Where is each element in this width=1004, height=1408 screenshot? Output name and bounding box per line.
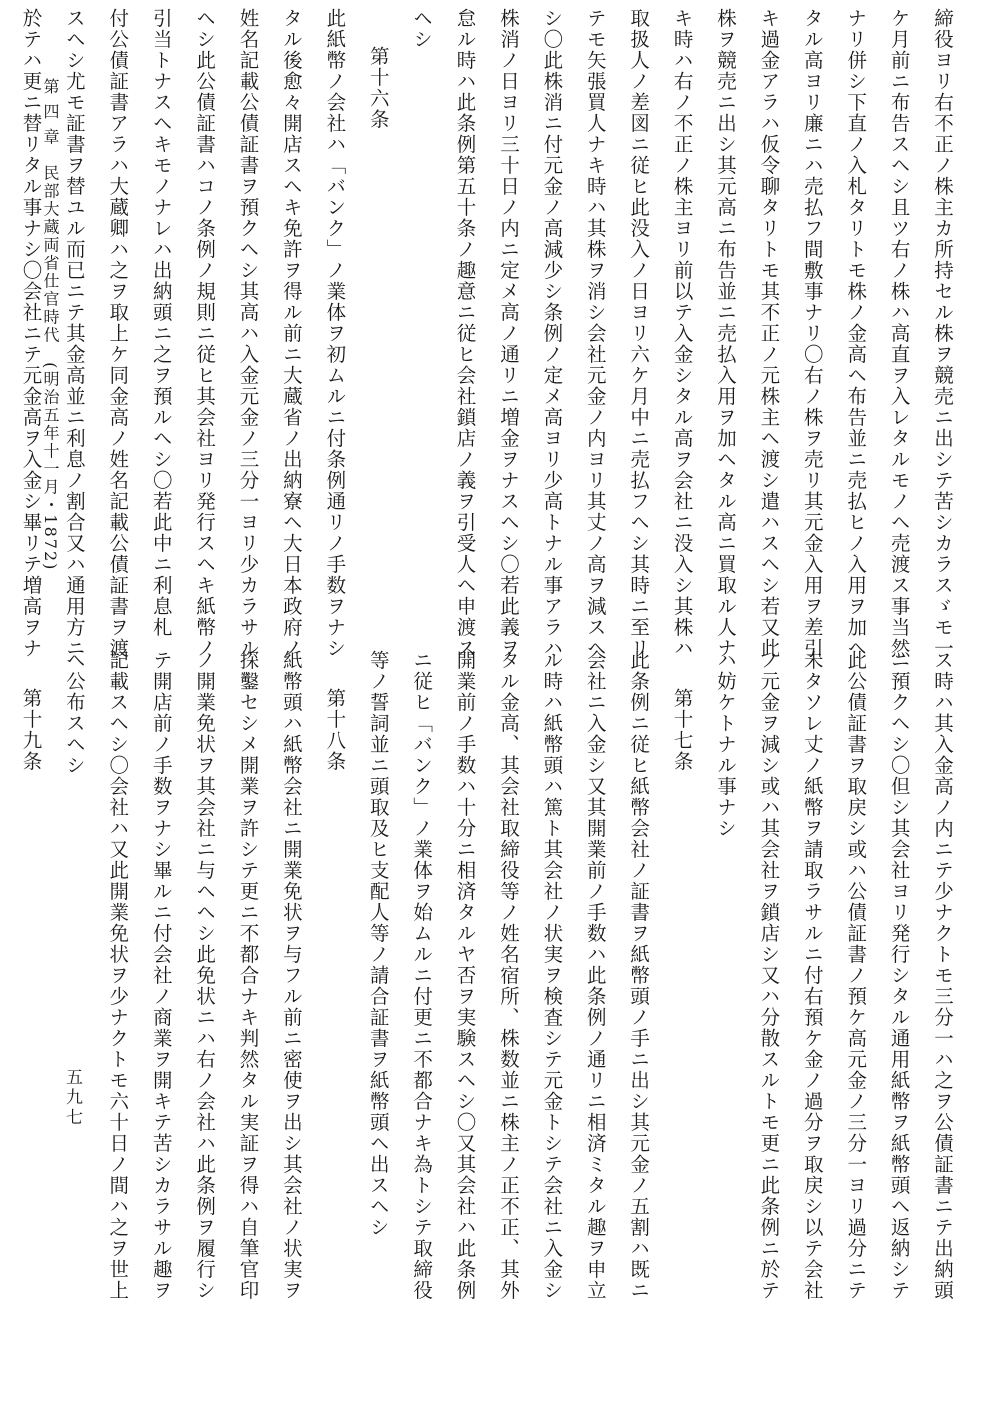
- text-line: 記載スヘシ〇会社ハ又此開業免状ヲ少ナクトモ六十日ノ間ハ之ヲ世上: [106, 650, 130, 1301]
- text-line: ニ従ヒ「バンク」ノ業体ヲ始ムルニ付更ニ不都合ナキ為トシテ取締役: [410, 650, 434, 1301]
- text-line: 姓名記載公債証書ヲ預クヘシ其高ハ入金元金ノ三分一ヨリ少カラサル: [236, 8, 260, 659]
- text-line: タル後愈々開店スヘキ免許ヲ得ル前ニ大蔵省ノ出納寮ヘ大日本政府ノ: [279, 8, 303, 659]
- text-line: キ時ハ右ノ不正ノ株主ヨリ前以テ入金シタル高ヲ会社ニ没入シ其株ハ: [670, 8, 694, 659]
- text-line: 此公債証書ヲ取戻シ或ハ公債証書ノ預ケ高元金ノ三分一ヨリ過分ニテ: [844, 650, 868, 1301]
- article-heading: 第十六条: [366, 46, 390, 130]
- text-line: 株消ノ日ヨリ三十日ノ内ニ定メ高ノ通リニ増金ヲナスヘシ〇若此義ヲ: [496, 8, 520, 659]
- running-head: 第 四 章 民部大蔵両省仕官時代 (明治五年十一月・1872): [41, 78, 60, 572]
- text-line: タル高ヨリ廉ニハ売払フ間敷事ナリ〇右ノ株ヲ売リ其元金入用ヲ差引: [800, 8, 824, 659]
- text-line: 開業前ノ手数ハ十分ニ相済タルヤ否ヲ実験スヘシ〇又其会社ハ此条例: [453, 650, 477, 1301]
- text-line: 付公債証書アラハ大蔵卿ハ之ヲ取上ケ同金高ノ姓名記載公債証書ヲ渡: [106, 8, 130, 659]
- text-line: テ開店前ノ手数ヲナシ畢ルニ付会社ノ商業ヲ開キテ苦シカラサル趣ヲ: [149, 650, 173, 1301]
- text-line: 引当トナスヘキモノナレハ出納頭ニ之ヲ預ルヘシ〇若此中ニ利息札: [149, 8, 173, 638]
- text-line: 怠ル時ハ此条例第五十条ノ趣意ニ従ヒ会社鎖店ノ義ヲ引受人ヘ申渡ス: [453, 8, 477, 659]
- text-line: 於テハ更ニ替リタル事ナシ〇会社ニテ元金高ヲ入金シ畢リテ増高ヲナ: [19, 8, 43, 659]
- text-line: ニ預クヘシ〇但シ其会社ヨリ発行シタル通用紙幣ヲ紙幣頭ヘ返納シテ: [887, 650, 911, 1301]
- text-line: ノ開業免状ヲ其会社ニ与ヘヘシ此免状ニハ右ノ会社ハ此条例ヲ履行シ: [193, 650, 217, 1301]
- text-line: ナリ併シ下直ノ入札タリトモ株ノ金高ヘ布告並ニ売払ヒノ入用ヲ加ヘ: [844, 8, 868, 659]
- text-line: スヘシ尤モ証書ヲ替ユル而已ニテ其金高並ニ利息ノ割合又ハ通用方ニ: [62, 8, 86, 659]
- text-line: ハ妨ケトナル事ナシ: [713, 650, 737, 839]
- article-heading: 第十八条: [323, 688, 347, 772]
- upper-text-block: [19, 8, 964, 659]
- text-line: 紙幣頭ハ紙幣会社ニ開業免状ヲ与フル前ニ密使ヲ出シ其会社ノ状実ヲ: [279, 650, 303, 1301]
- article-heading: 第十七条: [670, 688, 694, 772]
- text-line: キ過金アラハ仮令聊タリトモ其不正ノ元株主ヘ渡シ遣ハスヘシ若又此: [757, 8, 781, 659]
- text-line: ケ月前ニ布告スヘシ且ツ右ノ株ハ高直ヲ入レタルモノヘ売渡ス事当然: [887, 8, 911, 659]
- text-line: 探鑿セシメ開業ヲ許シテ更ニ不都合ナキ判然タル実証ヲ得ハ自筆官印: [236, 650, 260, 1301]
- text-line: 取扱人ノ差図ニ従ヒ此没入ノ日ヨリ六ケ月中ニ売払フヘシ其時ニ至リ: [627, 8, 651, 659]
- text-line: タル金高、其会社取締役等ノ姓名宿所、株数並ニ株主ノ正不正、其外: [496, 650, 520, 1301]
- text-line: 締役ヨリ右不正ノ株主カ所持セル株ヲ競売ニ出シテ苦シカラスゞモ一: [931, 8, 954, 659]
- page-number: 五九七: [62, 1068, 82, 1128]
- text-line: ノ元金ヲ減シ或ハ其会社ヲ鎖店シ又ハ分散スルトモ更ニ此条例ニ於テ: [757, 650, 781, 1301]
- text-line: ヘ公布スヘシ: [62, 650, 86, 776]
- lower-text-block: [19, 650, 964, 1301]
- text-line: 等ノ誓詞並ニ頭取及ヒ支配人等ノ請合証書ヲ紙幣頭ヘ出スヘシ: [366, 650, 390, 1238]
- text-line: 株ヲ競売ニ出シ其元高ニ布告並ニ売払入用ヲ加ヘタル高ニ買取ル人ナ: [713, 8, 737, 659]
- text-line: 此条例ニ従ヒ紙幣会社ノ証書ヲ紙幣頭ノ手ニ出シ其元金ノ五割ハ既ニ: [627, 650, 651, 1301]
- text-line: 此紙幣ノ会社ハ「バンク」ノ業体ヲ初ムルニ付条例通リノ手数ヲナシ: [323, 8, 347, 659]
- text-line: ル時ハ紙幣頭ハ篤ト其会社ノ状実ヲ検査シテ元金トシテ会社ニ入金シ: [540, 650, 564, 1301]
- text-line: テモ矢張買人ナキ時ハ其株ヲ消シ会社元金ノ内ヨリ其丈ノ高ヲ減スヘ: [583, 8, 607, 659]
- text-line: 会社ニ入金シ又其開業前ノ手数ハ此条例ノ通リニ相済ミタル趣ヲ申立: [583, 650, 607, 1301]
- text-line: シ〇此株消ニ付元金ノ高減少シ条例ノ定メ高ヨリ少高トナル事アラハ: [540, 8, 564, 659]
- text-line: ス時ハ其入金高ノ内ニテ少ナクトモ三分一ハ之ヲ公債証書ニテ出納頭: [931, 650, 954, 1301]
- article-heading: 第十九条: [19, 688, 43, 772]
- text-line: 未タソレ丈ノ紙幣ヲ請取ラサルニ付右預ケ金ノ過分ヲ取戻シ以テ会社: [800, 650, 824, 1301]
- text-line: ヘシ: [410, 8, 434, 50]
- text-line: ヘシ此公債証書ハコノ条例ノ規則ニ従ヒ其会社ヨリ発行スヘキ紙幣ノ: [193, 8, 217, 659]
